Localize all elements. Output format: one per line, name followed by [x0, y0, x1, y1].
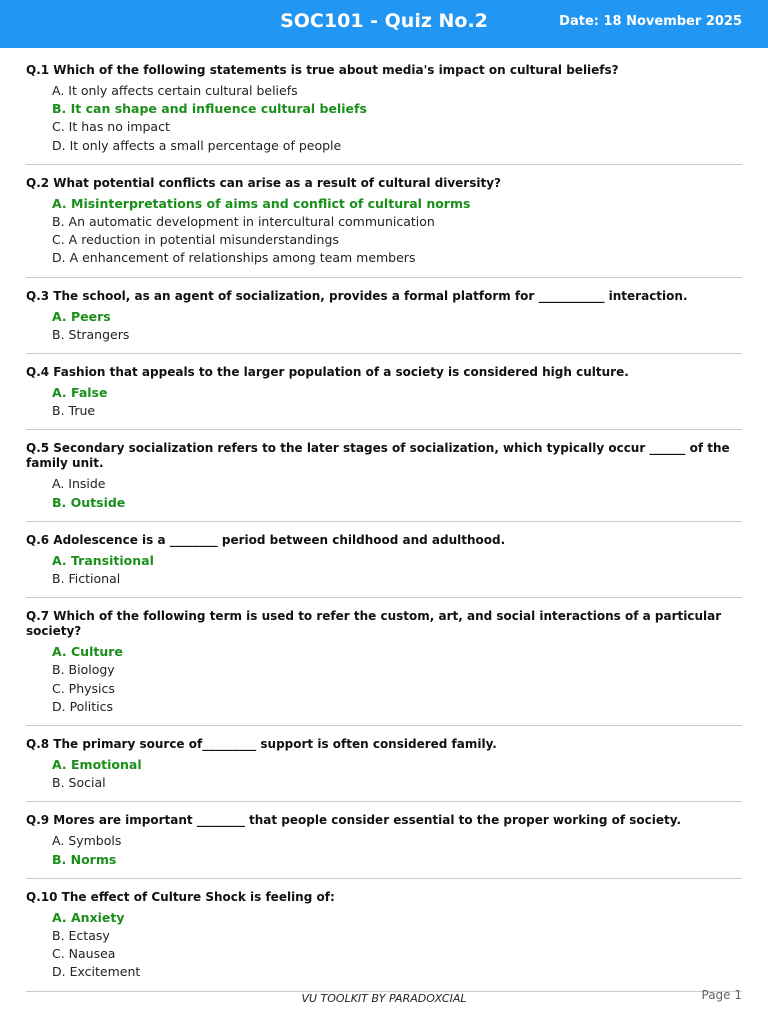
answer-option: B. Fictional — [52, 571, 121, 587]
answer-option: C. It has no impact — [52, 119, 170, 135]
answer-option: B. Strangers — [52, 326, 130, 342]
answer-option: A. Inside — [52, 476, 106, 492]
correct-answer-option: A. False — [52, 385, 108, 401]
question-block — [26, 532, 742, 598]
footer-credit: VU TOOLKIT BY PARADOXCIAL — [301, 992, 467, 1005]
correct-answer-option: A. Emotional — [52, 757, 142, 773]
question-text: Q.1 Which of the following statements is true about media's impact on cultural beliefs? — [26, 63, 619, 77]
question-text: Q.9 Mores are important ________ that people consider essential to the proper working of society. — [26, 813, 682, 828]
answer-option: B. An automatic development in intercultural communication — [52, 214, 435, 230]
page-title: SOC101 - Quiz No.2 — [280, 10, 488, 32]
question-block — [26, 62, 742, 165]
question-block — [26, 440, 742, 521]
correct-answer-option: A. Misinterpretations of aims and conflict of cultural norms — [52, 195, 471, 211]
page-number: Page 1 — [701, 988, 742, 1002]
answer-option: A. It only affects certain cultural beliefs — [52, 83, 298, 98]
question-text: Q.3 The school, as an agent of socialization, provides a formal platform for ___________ interaction. — [26, 288, 688, 303]
question-text: Q.5 Secondary socialization refers to the later stages of socialization, which typically occur ______ of the family unit. — [26, 441, 730, 471]
question-block — [26, 812, 742, 878]
page-header — [0, 0, 768, 48]
correct-answer-option: A. Culture — [52, 644, 123, 660]
question-block — [26, 608, 742, 726]
question-block — [26, 288, 742, 354]
question-block — [26, 736, 742, 802]
answer-option: B. Social — [52, 775, 106, 791]
correct-answer-option: B. Outside — [52, 494, 126, 510]
question-text: Q.10 The effect of Culture Shock is feeling of: — [26, 889, 335, 904]
answer-option: B. True — [52, 403, 96, 419]
answer-option: D. Politics — [52, 698, 114, 714]
answer-option: C. Nausea — [52, 946, 116, 962]
question-block — [26, 889, 742, 992]
answer-option: B. Biology — [52, 662, 115, 678]
question-text: Q.2 What potential conflicts can arise as a result of cultural diversity? — [26, 175, 501, 190]
correct-answer-option: A. Anxiety — [52, 909, 125, 925]
correct-answer-option: B. It can shape and influence cultural beliefs — [52, 101, 367, 117]
question-text: Q.6 Adolescence is a ________ period between childhood and adulthood. — [26, 532, 506, 547]
correct-answer-option: B. Norms — [52, 851, 117, 867]
answer-option: B. Ectasy — [52, 928, 110, 944]
question-list — [26, 62, 742, 1002]
answer-option: D. A enhancement of relationships among team members — [52, 250, 416, 266]
answer-option: A. Symbols — [52, 833, 122, 849]
question-block — [26, 175, 742, 278]
answer-option: D. Excitement — [52, 964, 141, 980]
question-text: Q.8 The primary source of_________ support is often considered family. — [26, 737, 497, 752]
correct-answer-option: A. Transitional — [52, 552, 154, 568]
question-block — [26, 364, 742, 430]
correct-answer-option: A. Peers — [52, 308, 111, 324]
answer-option: C. Physics — [52, 680, 115, 696]
answer-option: C. A reduction in potential misunderstandings — [52, 232, 339, 248]
question-text: Q.7 Which of the following term is used to refer the custom, art, and social interactions of a particular society? — [26, 609, 722, 639]
answer-option: D. It only affects a small percentage of people — [52, 137, 342, 153]
question-text: Q.4 Fashion that appeals to the larger population of a society is considered high culture. — [26, 365, 629, 380]
quiz-date: Date: 18 November 2025 — [559, 14, 742, 29]
